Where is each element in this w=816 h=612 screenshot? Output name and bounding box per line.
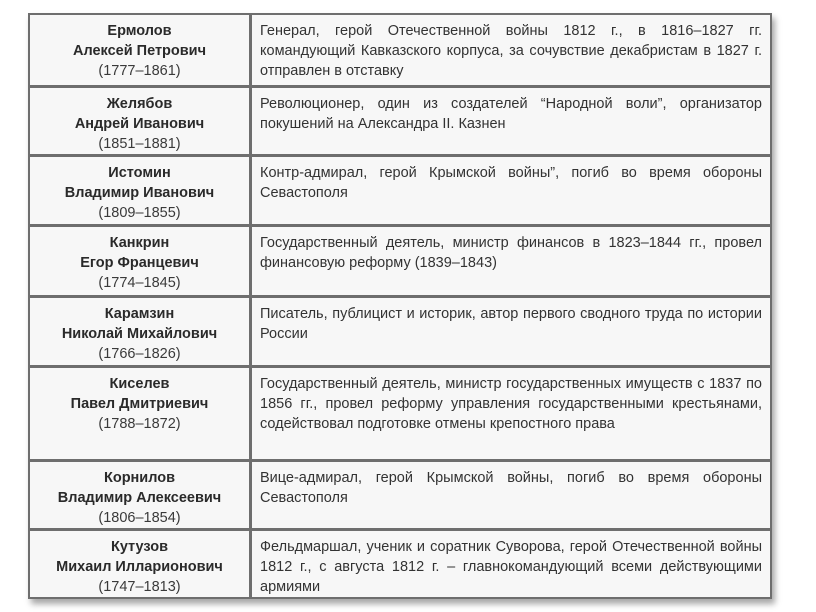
person-given-name: Михаил Илларионович: [56, 559, 223, 575]
person-description: Писатель, публицист и историк, автор первого сводного труда по истории России: [260, 306, 762, 342]
person-given-name: Павел Дмитриевич: [70, 396, 209, 412]
person-years: (1851–1881): [98, 136, 181, 152]
person-given-name: Егор Францевич: [80, 255, 199, 271]
person-years: (1747–1813): [98, 579, 181, 595]
person-description: Генерал, герой Отечественной войны 1812 г., в 1816–1827 гг. командующий Кавказского корпуса, за сочувствие декабристам в 1827 г. отправлен в отставку: [260, 23, 762, 79]
person-years: (1809–1855): [98, 205, 181, 221]
table-row: [30, 459, 770, 528]
table-row: [30, 365, 770, 459]
person-name-cell: [30, 368, 252, 459]
person-name-cell: [30, 462, 252, 528]
person-surname: Карамзин: [104, 306, 175, 322]
person-description: Контр-адмирал, герой Крымской войны”, погиб во время обороны Севастополя: [260, 165, 762, 201]
person-description: Вице-адмирал, герой Крымской войны, погиб во время обороны Севастополя: [260, 470, 762, 506]
person-name-cell: [30, 15, 252, 85]
person-name-cell: [30, 531, 252, 597]
table-row: [30, 295, 770, 365]
person-description: Фельдмаршал, ученик и соратник Суворова, герой Отечественной войны 1812 г., с августа 1812 г. – главнокомандующий всеми действующими армиями: [260, 539, 762, 595]
person-name-cell: [30, 157, 252, 224]
table-row: [30, 85, 770, 154]
table-row: [30, 154, 770, 224]
table-row: [30, 224, 770, 295]
person-years: (1806–1854): [98, 510, 181, 526]
person-name-cell: [30, 227, 252, 295]
table-row: [30, 15, 770, 85]
person-surname: Кутузов: [110, 539, 169, 555]
person-given-name: Владимир Иванович: [64, 185, 215, 201]
person-surname: Желябов: [106, 96, 173, 112]
person-given-name: Николай Михайлович: [61, 326, 218, 342]
table-row: [30, 528, 770, 597]
person-surname: Корнилов: [103, 470, 176, 486]
person-years: (1777–1861): [98, 63, 181, 79]
person-years: (1788–1872): [98, 416, 181, 432]
person-description: Революционер, один из создателей “Народной воли”, организатор покушений на Александра II. Казнен: [260, 96, 762, 132]
person-given-name: Алексей Петрович: [72, 43, 207, 59]
person-given-name: Владимир Алексеевич: [57, 490, 222, 506]
person-name-cell: [30, 88, 252, 154]
person-surname: Истомин: [108, 165, 171, 181]
biography-table: [28, 13, 772, 599]
person-given-name: Андрей Иванович: [74, 116, 205, 132]
person-description: Государственный деятель, министр финансов в 1823–1844 гг., провел финансовую реформу (1839–1843): [260, 235, 762, 271]
person-years: (1774–1845): [98, 275, 181, 291]
person-description: Государственный деятель, министр государственных имуществ с 1837 по 1856 гг., провел реформу управления государственными крестьянами, содействовал подготовке отмены крепостного права: [260, 376, 762, 432]
person-surname: Ермолов: [107, 23, 172, 39]
person-surname: Канкрин: [109, 235, 170, 251]
person-years: (1766–1826): [98, 346, 181, 362]
person-name-cell: [30, 298, 252, 365]
person-surname: Киселев: [109, 376, 170, 392]
